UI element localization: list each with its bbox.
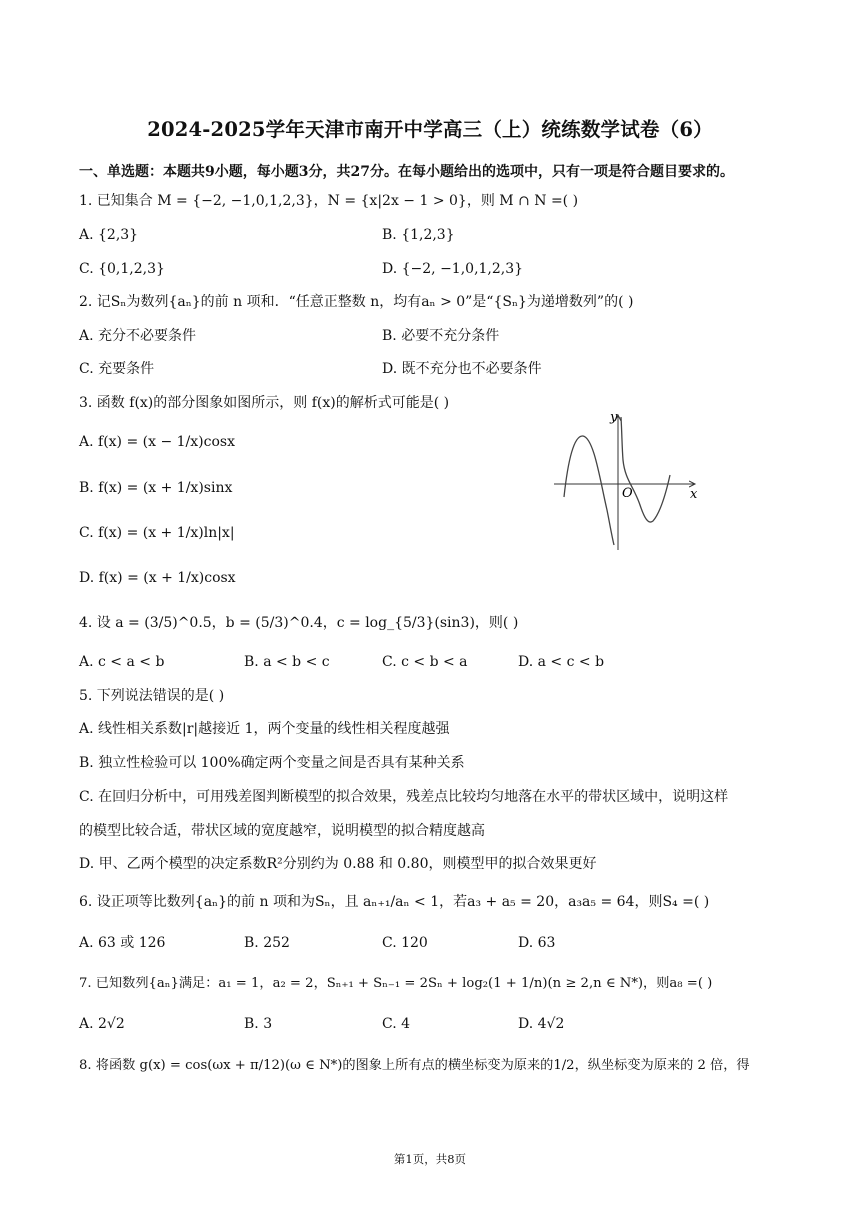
question-2-stem: 2. 记Sₙ为数列{aₙ}的前 n 项和．“任意正整数 n，均有aₙ > 0”是“{Sₙ}为递增数列”的( ) <box>79 294 634 310</box>
curve-left-branch <box>564 436 614 545</box>
question-6-stem: 6. 设正项等比数列{aₙ}的前 n 项和为Sₙ，且 aₙ₊₁/aₙ < 1，若a₃ + a₅ = 20，a₃a₅ = 64，则S₄ =( ) <box>79 894 710 910</box>
question-5-stem: 5. 下列说法错误的是( ) <box>79 688 225 704</box>
question-4-option-d: D. a < c < b <box>518 654 605 670</box>
question-3-option-a: A. f(x) = (x − 1/x)cosx <box>79 434 235 450</box>
curve-right-branch <box>621 417 670 522</box>
question-3-option-b: B. f(x) = (x + 1/x)sinx <box>79 480 233 496</box>
exam-title: 2024-2025学年天津市南开中学高三（上）统练数学试卷（6） <box>147 118 713 141</box>
question-3-option-c: C. f(x) = (x + 1/x)ln|x| <box>79 525 235 541</box>
question-2-option-a: A. 充分不必要条件 <box>79 328 197 344</box>
question-5-option-d: D. 甲、乙两个模型的决定系数R²分别约为 0.88 和 0.80，则模型甲的拟合效果更好 <box>79 856 597 872</box>
question-3-option-d: D. f(x) = (x + 1/x)cosx <box>79 570 236 586</box>
question-5-option-b: B. 独立性检验可以 100%确定两个变量之间是否具有某种关系 <box>79 755 465 771</box>
origin-label: O <box>622 486 633 501</box>
question-1-stem: 1. 已知集合 M = {−2, −1,0,1,2,3}，N = {x|2x − 1 > 0}，则 M ∩ N =( ) <box>79 193 579 209</box>
question-1-option-c: C. {0,1,2,3} <box>79 261 165 277</box>
function-graph <box>552 405 702 555</box>
question-7-option-b: B. 3 <box>244 1016 273 1032</box>
question-7-option-a: A. 2√2 <box>79 1016 125 1032</box>
question-1-option-b: B. {1,2,3} <box>382 227 455 243</box>
question-8-stem: 8. 将函数 g(x) = cos(ωx + π/12)(ω ∈ N*)的图象上所有点的横坐标变为原来的1/2，纵坐标变为原来的 2 倍，得 <box>79 1058 750 1073</box>
question-7-stem: 7. 已知数列{aₙ}满足：a₁ = 1，a₂ = 2，Sₙ₊₁ + Sₙ₋₁ = 2Sₙ + log₂(1 + 1/n)(n ≥ 2,n ∈ N*)，则a₈ =( ) <box>79 976 713 991</box>
question-5-option-c-cont: 的模型比较合适，带状区域的宽度越窄，说明模型的拟合精度越高 <box>79 823 485 839</box>
x-axis-label: x <box>690 487 698 502</box>
y-axis-label: y <box>610 410 618 425</box>
question-2-option-c: C. 充要条件 <box>79 361 155 377</box>
question-6-option-c: C. 120 <box>382 935 428 951</box>
question-3-stem: 3. 函数 f(x)的部分图象如图所示，则 f(x)的解析式可能是( ) <box>79 395 450 411</box>
section-heading: 一、单选题：本题共9小题，每小题3分，共27分。在每小题给出的选项中，只有一项是符合题目要求的。 <box>79 164 734 180</box>
question-4-stem: 4. 设 a = (3/5)^0.5，b = (5/3)^0.4，c = log_{5/3}(sin3)，则( ) <box>79 615 519 631</box>
question-2-option-b: B. 必要不充分条件 <box>382 328 500 344</box>
question-6-option-d: D. 63 <box>518 935 556 951</box>
question-1-option-d: D. {−2, −1,0,1,2,3} <box>382 261 524 277</box>
question-1-option-a: A. {2,3} <box>79 227 139 243</box>
question-2-option-d: D. 既不充分也不必要条件 <box>382 361 542 377</box>
question-4-option-c: C. c < b < a <box>382 654 468 670</box>
question-5-option-c: C. 在回归分析中，可用残差图判断模型的拟合效果，残差点比较均匀地落在水平的带状区域中，说明这样 <box>79 789 729 805</box>
question-6-option-a: A. 63 或 126 <box>79 935 166 951</box>
page-footer: 第1页，共8页 <box>393 1152 467 1166</box>
question-4-option-b: B. a < b < c <box>244 654 330 670</box>
question-4-option-a: A. c < a < b <box>79 654 165 670</box>
question-6-option-b: B. 252 <box>244 935 290 951</box>
question-5-option-a: A. 线性相关系数|r|越接近 1，两个变量的线性相关程度越强 <box>79 721 450 737</box>
question-7-option-c: C. 4 <box>382 1016 411 1032</box>
question-7-option-d: D. 4√2 <box>518 1016 565 1032</box>
